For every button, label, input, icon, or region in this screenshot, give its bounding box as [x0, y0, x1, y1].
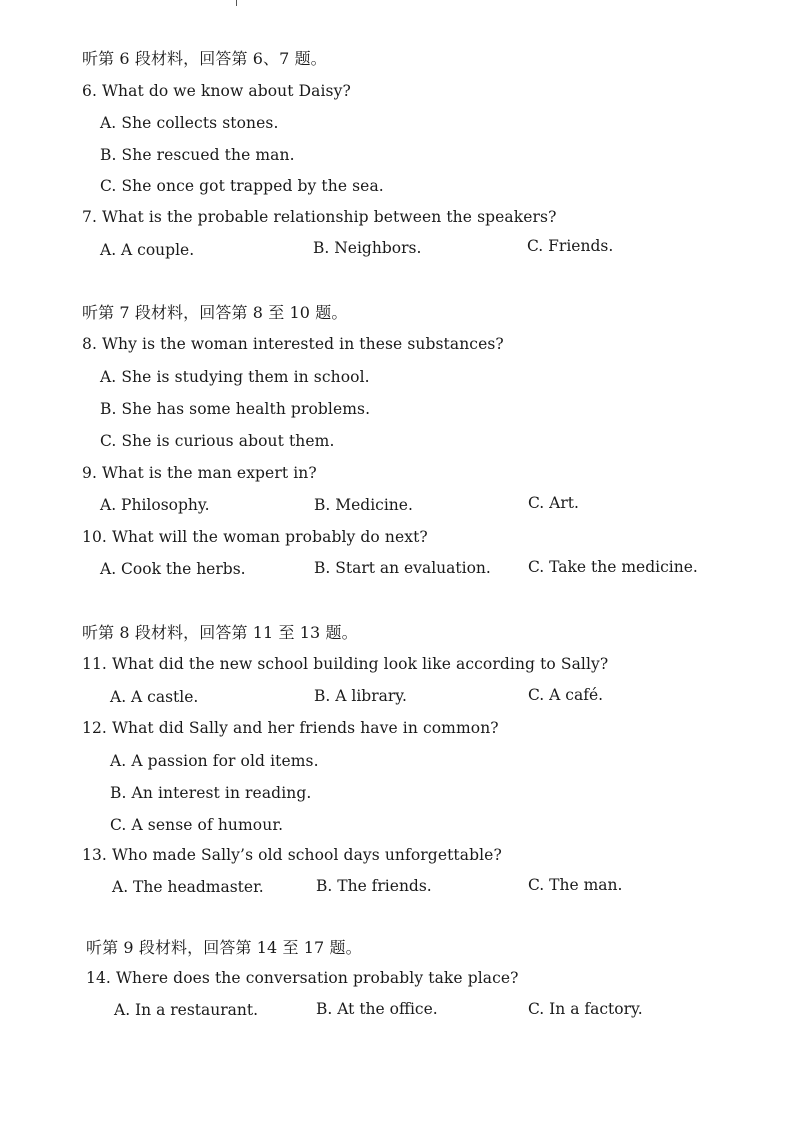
- answer-option: C. The man.: [528, 876, 623, 894]
- answer-option: A. The headmaster.: [112, 878, 264, 896]
- question-stem: 12. What did Sally and her friends have in common?: [82, 719, 499, 737]
- question-stem: 11. What did the new school building look like according to Sally?: [82, 655, 609, 673]
- section-heading: 听第 6 段材料，回答第 6、7 题。: [82, 49, 327, 68]
- answer-option: B. At the office.: [316, 1000, 438, 1018]
- answer-option: A. Philosophy.: [100, 496, 210, 514]
- question-stem: 8. Why is the woman interested in these substances?: [82, 335, 504, 353]
- answer-option: C. Take the medicine.: [528, 558, 698, 576]
- question-stem: 13. Who made Sally’s old school days unforgettable?: [82, 846, 502, 864]
- answer-option: C. She once got trapped by the sea.: [100, 177, 384, 195]
- question-stem: 14. Where does the conversation probably take place?: [86, 969, 519, 987]
- answer-option: B. A library.: [314, 687, 407, 705]
- answer-option: B. Neighbors.: [313, 239, 422, 257]
- answer-option: A. A couple.: [100, 241, 195, 259]
- answer-option: C. Friends.: [527, 237, 614, 255]
- question-stem: 9. What is the man expert in?: [82, 464, 317, 482]
- answer-option: C. A sense of humour.: [110, 816, 284, 834]
- answer-option: C. In a factory.: [528, 1000, 643, 1018]
- answer-option: B. The friends.: [316, 877, 432, 895]
- section-heading: 听第 7 段材料，回答第 8 至 10 题。: [82, 303, 348, 322]
- answer-option: A. Cook the herbs.: [100, 560, 246, 578]
- answer-option: A. In a restaurant.: [114, 1001, 259, 1019]
- question-stem: 10. What will the woman probably do next?: [82, 528, 428, 546]
- question-stem: 6. What do we know about Daisy?: [82, 82, 351, 100]
- answer-option: C. A café.: [528, 686, 604, 704]
- answer-option: B. An interest in reading.: [110, 784, 312, 802]
- answer-option: A. She is studying them in school.: [100, 368, 370, 386]
- answer-option: B. She rescued the man.: [100, 146, 295, 164]
- section-heading: 听第 8 段材料，回答第 11 至 13 题。: [82, 623, 358, 642]
- question-stem: 7. What is the probable relationship between the speakers?: [82, 208, 557, 226]
- answer-option: B. She has some health problems.: [100, 400, 371, 418]
- scan-mark: [236, 0, 237, 6]
- answer-option: A. A castle.: [110, 688, 199, 706]
- answer-option: C. She is curious about them.: [100, 432, 335, 450]
- section-heading: 听第 9 段材料，回答第 14 至 17 题。: [86, 938, 362, 957]
- answer-option: A. A passion for old items.: [110, 752, 319, 770]
- answer-option: A. She collects stones.: [100, 114, 279, 132]
- answer-option: C. Art.: [528, 494, 579, 512]
- answer-option: B. Medicine.: [314, 496, 413, 514]
- answer-option: B. Start an evaluation.: [314, 559, 491, 577]
